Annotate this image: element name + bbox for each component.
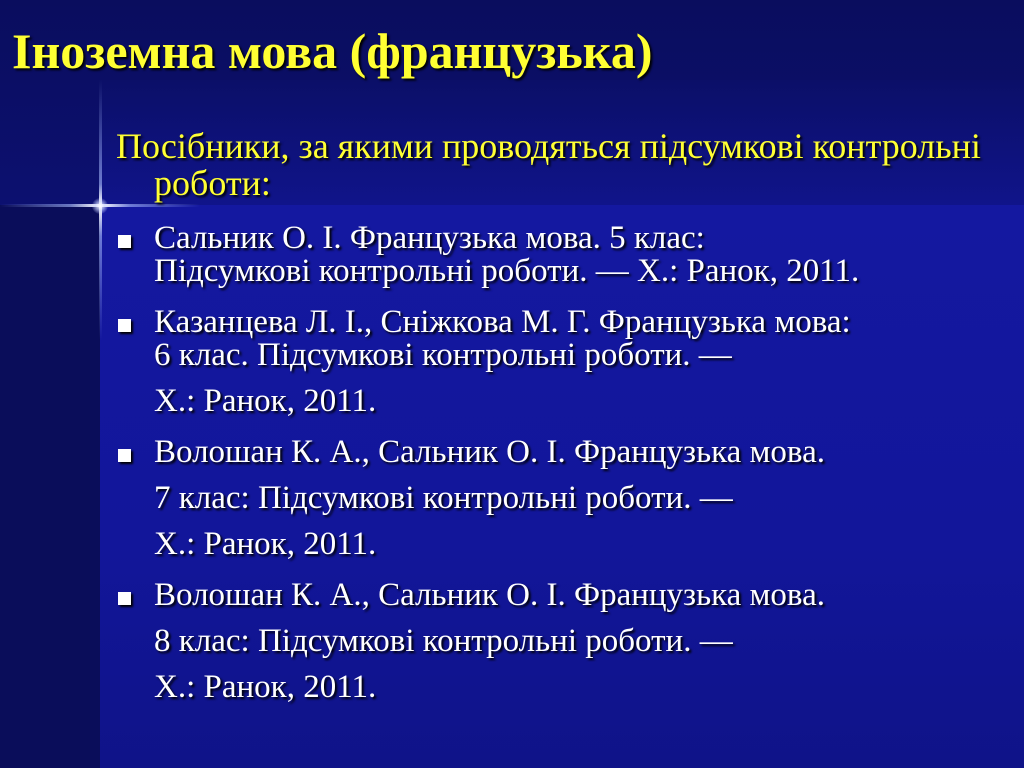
list-item-line: Волошан К. А., Сальник О. І. Французька мова. <box>154 577 825 613</box>
square-bullet-icon <box>118 592 131 605</box>
list-item-line: Казанцева Л. І., Сніжкова М. Г. Французька мова: <box>154 304 851 340</box>
list-item <box>116 306 1016 418</box>
list-item-line: Х.: Ранок, 2011. <box>154 526 377 562</box>
sparkle-icon <box>92 198 108 214</box>
list-item-line: 8 клас: Підсумкові контрольні роботи. — <box>154 623 733 659</box>
background-left-column <box>0 205 100 768</box>
list-item-line: Підсумкові контрольні роботи. — Х.: Ранок, 2011. <box>154 253 860 289</box>
list-item <box>116 222 1016 288</box>
square-bullet-icon <box>118 319 131 332</box>
list-item-line: 6 клас. Підсумкові контрольні роботи. — <box>154 337 732 373</box>
list-item-line: Волошан К. А., Сальник О. І. Французька мова. <box>154 434 825 470</box>
square-bullet-icon <box>118 449 131 462</box>
slide-title: Іноземна мова (французька) <box>12 23 653 79</box>
bibliography-list <box>116 222 1016 704</box>
square-bullet-icon <box>118 235 131 248</box>
list-item-line: Х.: Ранок, 2011. <box>154 383 377 419</box>
intro-text: Посібники, за якими проводяться підсумкові контрольні роботи: <box>116 126 981 203</box>
list-item <box>116 436 1016 561</box>
list-item-line: Сальник О. І. Французька мова. 5 клас: <box>154 220 705 256</box>
slide-content <box>116 128 1016 704</box>
list-item-line: Х.: Ранок, 2011. <box>154 669 377 705</box>
list-item <box>116 579 1016 704</box>
list-item-line: 7 клас: Підсумкові контрольні роботи. — <box>154 480 733 516</box>
